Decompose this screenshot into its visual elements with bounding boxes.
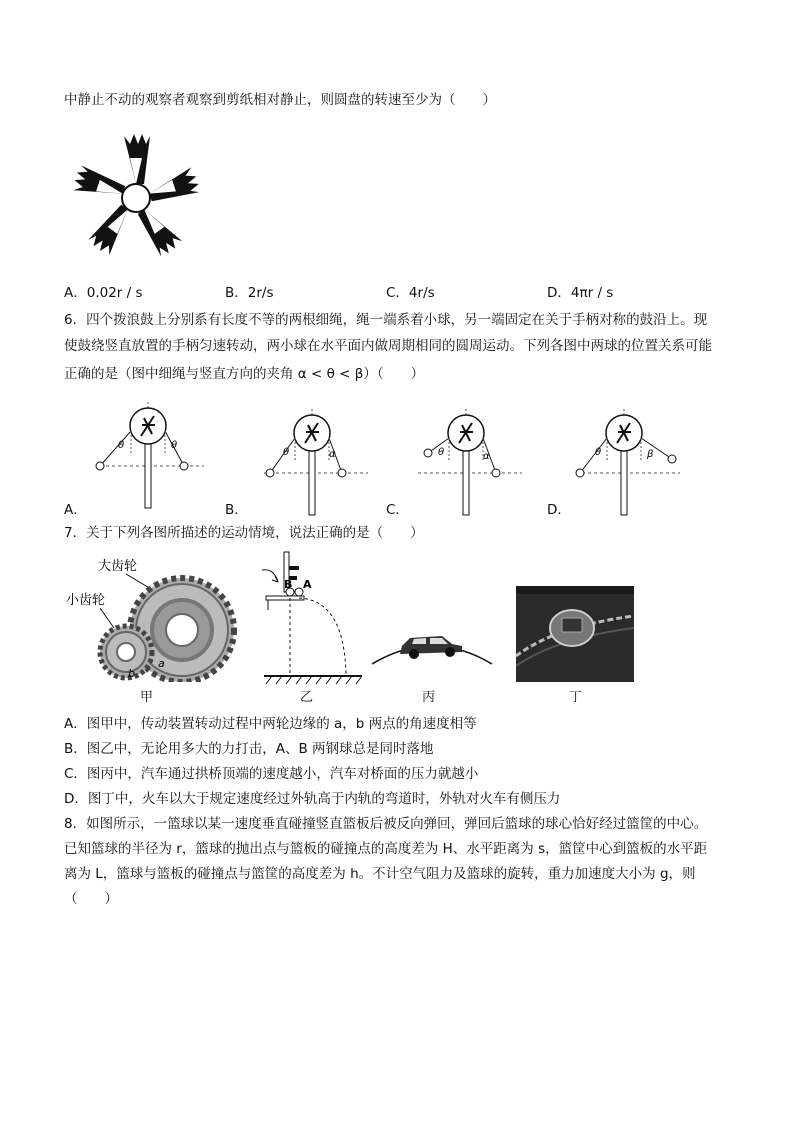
right-string xyxy=(641,438,672,459)
q7-option-c: C．图丙中，汽车通过拱桥顶端的速度越小，汽车对桥面的压力就越小 xyxy=(64,766,479,782)
q7-option-b: B．图乙中，无论用多大的力打击，A、B 两钢球总是同时落地 xyxy=(64,741,434,757)
right-angle-label: α xyxy=(483,451,490,462)
left-ball xyxy=(424,449,432,457)
drum-handle xyxy=(145,442,151,508)
caption-yi: 乙 xyxy=(300,690,314,705)
ball-a-label: A xyxy=(303,578,312,591)
left-angle-label: θ xyxy=(438,447,445,458)
small-gear-label: 小齿轮 xyxy=(66,593,106,608)
left-angle-label: θ xyxy=(595,447,602,458)
right-angle-label: β xyxy=(647,449,654,460)
left-ball xyxy=(96,462,104,470)
car-icon xyxy=(400,636,462,659)
q5-option-a: A．0.02r / s xyxy=(64,285,143,301)
q7-option-a: A．图甲中，传动装置转动过程中两轮边缘的 a，b 两点的角速度相等 xyxy=(64,716,477,732)
q8-stem-line4: （ ） xyxy=(64,891,118,907)
q5-option-b: B．2r/s xyxy=(225,285,274,301)
drum-figure-d xyxy=(568,405,688,517)
q6-option-a: A． xyxy=(64,502,87,518)
drum-handle xyxy=(309,449,315,515)
q6-stem-line1: 6．四个拨浪鼓上分别系有长度不等的两根细绳，绳一端系着小球，另一端固定在关于手柄对称的鼓沿上。现 xyxy=(64,312,708,328)
arch-bridge-figure xyxy=(370,622,494,668)
q5-option-d: D．4πr / s xyxy=(547,285,614,301)
drum-figure-c xyxy=(410,405,530,517)
left-string xyxy=(580,438,607,473)
drum-figure-a xyxy=(92,398,212,510)
q7-option-d: D．图丁中，火车以大于规定速度经过外轨高于内轨的弯道时，外轨对火车有侧压力 xyxy=(64,791,561,807)
caption-ding: 丁 xyxy=(569,690,583,705)
left-angle-label: θ xyxy=(118,440,125,451)
left-ball xyxy=(266,469,274,477)
right-ball xyxy=(338,469,346,477)
q6-stem-line3: 正确的是（图中细绳与竖直方向的夹角 α < θ < β）（ ） xyxy=(64,366,425,382)
drum-handle xyxy=(621,449,627,515)
curved-track-photo xyxy=(516,586,634,682)
caption-jia: 甲 xyxy=(140,690,154,705)
q7-stem: 7．关于下列各图所描述的运动情境，说法正确的是（ ） xyxy=(64,525,424,541)
ball-b-label: B xyxy=(284,578,293,591)
q8-stem-line2: 已知篮球的半径为 r，篮球的抛出点与篮板的碰撞点的高度差为 H、水平距离为 s，篮筐中心到篮板的水平距 xyxy=(64,841,708,857)
left-ball xyxy=(576,469,584,477)
right-ball xyxy=(492,469,500,477)
point-a-label: a xyxy=(158,657,165,670)
paper-cut-center xyxy=(122,184,150,212)
point-b-label: b xyxy=(128,667,135,680)
paper-cut-figure xyxy=(66,128,206,268)
falling-balls-figure xyxy=(258,550,368,685)
train-icon xyxy=(550,610,594,646)
drum-handle xyxy=(463,449,469,515)
ball-a xyxy=(295,588,303,596)
caption-bing: 丙 xyxy=(422,690,436,705)
q6-option-c: C． xyxy=(386,502,409,518)
left-angle-label: θ xyxy=(283,447,290,458)
q8-stem-line1: 8．如图所示，一篮球以某一速度垂直碰撞竖直篮板后被反向弹回，弹回后篮球的球心恰好经过篮筐的中心。 xyxy=(64,816,708,832)
q5-option-c: C．4r/s xyxy=(386,285,435,301)
gear-figure xyxy=(64,552,244,682)
right-angle-label: θ xyxy=(171,440,178,451)
right-ball xyxy=(668,455,676,463)
q8-stem-line3: 离为 L，篮球与篮板的碰撞点与篮筐的高度差为 h。不计空气阻力及篮球的旋转，重力加速度大小为 g，则 xyxy=(64,866,696,882)
left-string xyxy=(100,431,131,466)
q6-stem-line2: 使鼓绕竖直放置的手柄匀速转动，两小球在水平面内做周期相同的圆周运动。下列各图中两球的位置关系可能 xyxy=(64,338,712,354)
big-gear-label: 大齿轮 xyxy=(98,559,138,574)
drum-figure-b xyxy=(256,405,376,517)
right-ball xyxy=(180,462,188,470)
small-gear xyxy=(100,626,152,678)
q6-option-d: D． xyxy=(547,502,571,518)
q6-option-b: B． xyxy=(225,502,248,518)
right-angle-label: α xyxy=(329,449,336,460)
q5-stem-tail: 中静止不动的观察者观察到剪纸相对静止，则圆盘的转速至少为（ ） xyxy=(64,92,496,108)
